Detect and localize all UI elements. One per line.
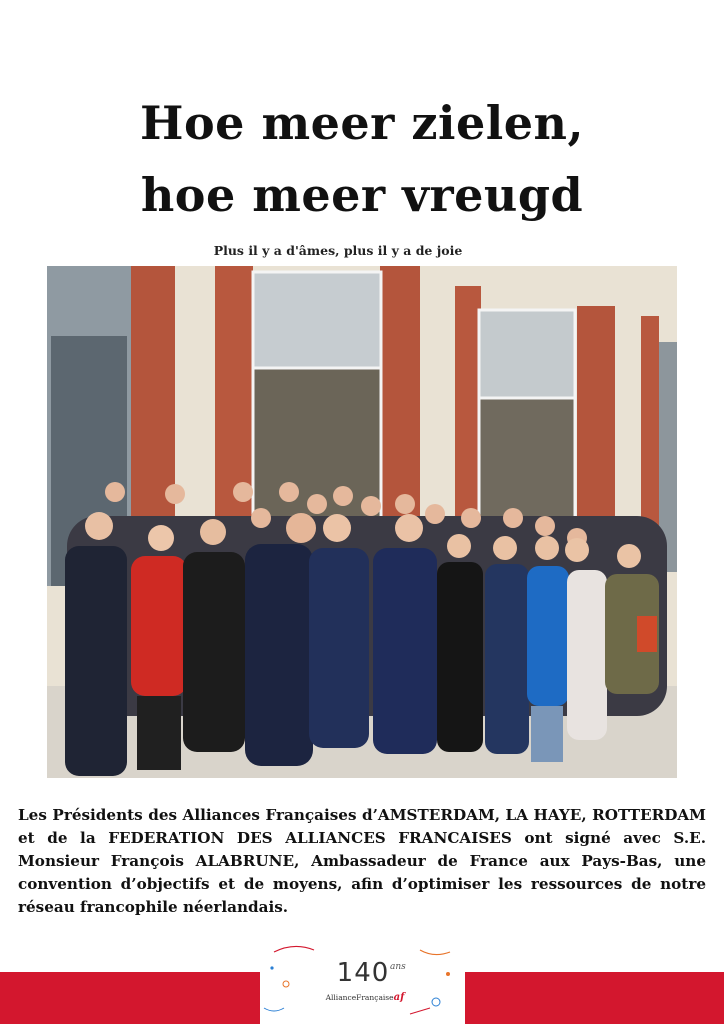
logo-number: 140 <box>336 958 390 988</box>
anniversary-logo <box>260 944 465 1024</box>
logo-brand <box>320 992 410 1003</box>
caption-paragraph: Les Présidents des Alliances Françaises d’AMSTERDAM, LA HAYE, ROTTERDAM et de la FEDERATION DES ALLIANCES FRANCAISES ont signé avec S.E. Monsieur François ALABRUNE, Ambassadeur de France aux Pays-Bas, une convention d’objectifs et de moyens, afin d’optimiser les ressources de notre réseau francophile néerlandais. <box>18 806 706 916</box>
group-photo <box>47 266 677 778</box>
subtitle: Plus il y a d'âmes, plus il y a de joie <box>213 243 463 258</box>
footer-band-right <box>465 972 724 1024</box>
logo-brand-text: AllianceFrançaise <box>325 993 394 1002</box>
footer-band-left <box>0 972 260 1024</box>
group-photo-image <box>47 266 677 778</box>
logo-af: af <box>393 992 405 1003</box>
title-line-2: hoe meer vreugd <box>140 168 584 222</box>
title-line-1: Hoe meer zielen, <box>140 96 584 150</box>
logo-suffix: ans <box>390 962 406 972</box>
